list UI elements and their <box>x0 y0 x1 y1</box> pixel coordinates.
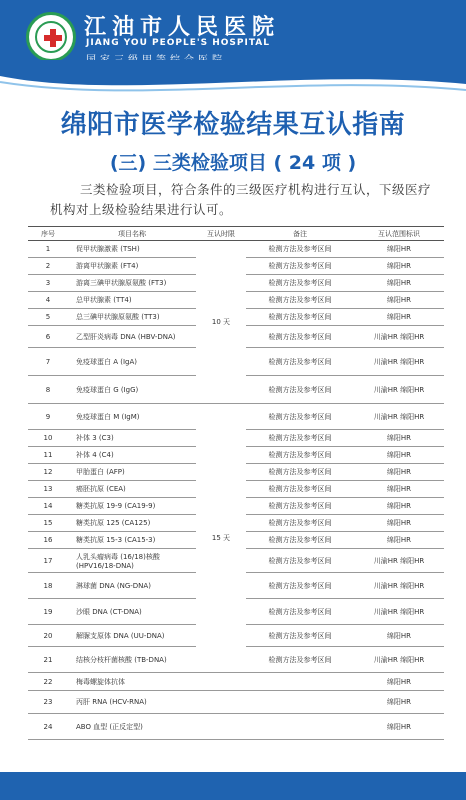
row-scope: 绵阳HR <box>354 258 444 275</box>
row-number: 8 <box>28 376 68 404</box>
hospital-name-cn: 江油市人民医院 <box>84 14 281 40</box>
row-scope: 绵阳HR <box>354 625 444 647</box>
row-note: 检测方法及参考区间 <box>246 348 354 376</box>
table-row <box>28 673 444 691</box>
row-note <box>246 714 354 740</box>
results-table <box>28 226 444 740</box>
row-number: 19 <box>28 599 68 625</box>
row-scope: 川渝HR 绵阳HR <box>354 348 444 376</box>
logo-cross-horizontal <box>44 35 62 41</box>
row-note: 检测方法及参考区间 <box>246 498 354 515</box>
row-scope: 绵阳HR <box>354 309 444 326</box>
row-scope: 绵阳HR <box>354 673 444 691</box>
header-note: 备注 <box>246 227 354 241</box>
row-note: 检测方法及参考区间 <box>246 573 354 599</box>
row-scope: 绵阳HR <box>354 515 444 532</box>
row-note: 检测方法及参考区间 <box>246 258 354 275</box>
row-number: 18 <box>28 573 68 599</box>
row-scope: 绵阳HR <box>354 481 444 498</box>
row-number: 21 <box>28 647 68 673</box>
row-item-name: 游离甲状腺素 (FT4) <box>68 258 196 275</box>
row-number: 10 <box>28 430 68 447</box>
row-scope: 川渝HR 绵阳HR <box>354 404 444 430</box>
time-limit-empty <box>196 673 246 691</box>
row-item-name: 糖类抗原 19-9 (CA19-9) <box>68 498 196 515</box>
row-item-name: 免疫球蛋白 A (IgA) <box>68 348 196 376</box>
row-scope: 川渝HR 绵阳HR <box>354 376 444 404</box>
row-number: 9 <box>28 404 68 430</box>
intro-paragraph: 三类检验项目，符合条件的三级医疗机构进行互认，下级医疗机构对上级检验结果进行认可。 <box>50 182 432 217</box>
row-scope: 川渝HR 绵阳HR <box>354 647 444 673</box>
row-number: 14 <box>28 498 68 515</box>
table-row <box>28 241 444 258</box>
row-item-name: 总甲状腺素 (TT4) <box>68 292 196 309</box>
page-title: 绵阳市医学检验结果互认指南 <box>60 110 406 140</box>
row-note: 检测方法及参考区间 <box>246 464 354 481</box>
row-number: 5 <box>28 309 68 326</box>
time-limit-10-days: 10 天 <box>196 241 246 404</box>
row-scope: 绵阳HR <box>354 532 444 549</box>
header-scope: 互认范围标识 <box>354 227 444 241</box>
row-item-name: 解脲支原体 DNA (UU-DNA) <box>68 625 196 647</box>
row-scope: 川渝HR 绵阳HR <box>354 573 444 599</box>
row-item-name: 人乳头瘤病毒 (16/18)核酸 (HPV16/18-DNA) <box>68 549 196 573</box>
row-scope: 川渝HR 绵阳HR <box>354 599 444 625</box>
hospital-name-en: JIANG YOU PEOPLE'S HOSPITAL <box>86 38 270 48</box>
row-item-name: 甲胎蛋白 (AFP) <box>68 464 196 481</box>
header-no: 序号 <box>28 227 68 241</box>
page-subtitle: (三) 三类检验项目 ( 24 项 ) <box>109 152 357 174</box>
row-number: 6 <box>28 326 68 348</box>
row-note: 检测方法及参考区间 <box>246 532 354 549</box>
row-note: 检测方法及参考区间 <box>246 481 354 498</box>
row-note: 检测方法及参考区间 <box>246 647 354 673</box>
row-note: 检测方法及参考区间 <box>246 515 354 532</box>
row-number: 12 <box>28 464 68 481</box>
row-scope: 绵阳HR <box>354 275 444 292</box>
time-limit-empty <box>196 714 246 740</box>
row-number: 1 <box>28 241 68 258</box>
row-number: 17 <box>28 549 68 573</box>
row-note: 检测方法及参考区间 <box>246 430 354 447</box>
row-item-name: ABO 血型 (正反定型) <box>68 714 196 740</box>
row-number: 7 <box>28 348 68 376</box>
row-item-name: 游离三碘甲状腺原氨酸 (FT3) <box>68 275 196 292</box>
row-scope: 川渝HR 绵阳HR <box>354 326 444 348</box>
row-note <box>246 691 354 714</box>
row-note: 检测方法及参考区间 <box>246 275 354 292</box>
row-number: 22 <box>28 673 68 691</box>
row-item-name: 梅毒螺旋体抗体 <box>68 673 196 691</box>
row-note: 检测方法及参考区间 <box>246 447 354 464</box>
row-number: 16 <box>28 532 68 549</box>
row-number: 3 <box>28 275 68 292</box>
footer-band <box>0 772 466 800</box>
row-item-name: 补体 4 (C4) <box>68 447 196 464</box>
row-item-name: 乙型肝炎病毒 DNA (HBV-DNA) <box>68 326 196 348</box>
row-scope: 绵阳HR <box>354 691 444 714</box>
row-item-name: 糖类抗原 125 (CA125) <box>68 515 196 532</box>
row-item-name: 丙肝 RNA (HCV-RNA) <box>68 691 196 714</box>
row-note <box>246 673 354 691</box>
row-note: 检测方法及参考区间 <box>246 309 354 326</box>
header-name: 项目名称 <box>68 227 196 241</box>
row-item-name: 癌胚抗原 (CEA) <box>68 481 196 498</box>
table-row <box>28 404 444 430</box>
row-scope: 绵阳HR <box>354 714 444 740</box>
row-note: 检测方法及参考区间 <box>246 404 354 430</box>
row-item-name: 免疫球蛋白 M (IgM) <box>68 404 196 430</box>
row-scope: 川渝HR 绵阳HR <box>354 549 444 573</box>
hospital-logo-icon <box>26 12 76 62</box>
row-note: 检测方法及参考区间 <box>246 292 354 309</box>
row-note: 检测方法及参考区间 <box>246 326 354 348</box>
row-item-name: 结核分枝杆菌核酸 (TB-DNA) <box>68 647 196 673</box>
row-scope: 绵阳HR <box>354 241 444 258</box>
table-row <box>28 714 444 740</box>
row-item-name: 总三碘甲状腺原氨酸 (TT3) <box>68 309 196 326</box>
row-item-name: 淋球菌 DNA (NG-DNA) <box>68 573 196 599</box>
table-header-row <box>28 227 444 241</box>
time-limit-15-days: 15 天 <box>196 404 246 673</box>
row-note: 检测方法及参考区间 <box>246 241 354 258</box>
row-number: 2 <box>28 258 68 275</box>
table-row <box>28 691 444 714</box>
row-number: 24 <box>28 714 68 740</box>
row-number: 15 <box>28 515 68 532</box>
row-scope: 绵阳HR <box>354 464 444 481</box>
row-scope: 绵阳HR <box>354 447 444 464</box>
row-number: 4 <box>28 292 68 309</box>
row-scope: 绵阳HR <box>354 292 444 309</box>
header-wave-decoration <box>0 60 466 100</box>
row-note: 检测方法及参考区间 <box>246 549 354 573</box>
row-item-name: 促甲状腺激素 (TSH) <box>68 241 196 258</box>
row-scope: 绵阳HR <box>354 498 444 515</box>
row-item-name: 沙眼 DNA (CT-DNA) <box>68 599 196 625</box>
row-note: 检测方法及参考区间 <box>246 599 354 625</box>
row-item-name: 免疫球蛋白 G (IgG) <box>68 376 196 404</box>
row-number: 20 <box>28 625 68 647</box>
row-scope: 绵阳HR <box>354 430 444 447</box>
row-note: 检测方法及参考区间 <box>246 625 354 647</box>
row-item-name: 糖类抗原 15-3 (CA15-3) <box>68 532 196 549</box>
row-item-name: 补体 3 (C3) <box>68 430 196 447</box>
logo-ring <box>35 21 67 53</box>
row-number: 11 <box>28 447 68 464</box>
row-number: 23 <box>28 691 68 714</box>
header-time: 互认时限 <box>196 227 246 241</box>
row-number: 13 <box>28 481 68 498</box>
row-note: 检测方法及参考区间 <box>246 376 354 404</box>
time-limit-empty <box>196 691 246 714</box>
